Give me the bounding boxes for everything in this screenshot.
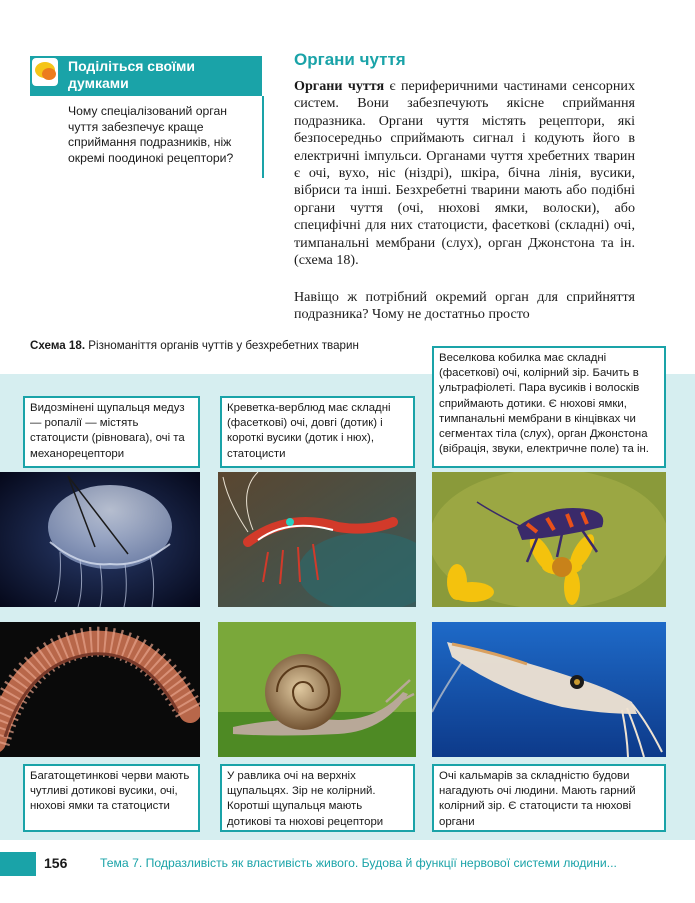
caption-snail: У равлика очі на верхніх щупальцях. Зір не колірний. Коротші щупальця мають дотикові та нюхові рецептори <box>220 764 415 832</box>
grasshopper-photo <box>432 472 666 607</box>
section-paragraph-1 <box>294 78 635 269</box>
schema-label: Схема 18. <box>30 339 86 352</box>
caption-grasshopper: Веселкова кобилка має складні (фасеткові) очі, колірний зір. Бачить в ультрафіолеті. Пара вусиків і волосків сприймають дотики. Є нюхові ямки, тимпанальні мембрани в кінцівках чи сегментах тіла (слух), орган Джонстона (вібрація, звуки, електричне поле) та ін. <box>432 346 666 468</box>
sidebar-divider <box>262 96 264 178</box>
caption-squid: Очі кальмарів за складністю будови нагадують очі людини. Мають гарний колірний зір. Є статоцисти та нюхові органи <box>432 764 666 832</box>
share-thoughts-title: Поділіться своїми думками <box>68 58 195 91</box>
jellyfish-photo <box>0 472 200 607</box>
paragraph-1-body: є периферичними частинами сенсорних систем. Вони забезпечують якісне сприймання подразника. Органи чуття містять рецептори, які безпосередньо сприймають сигнал і кодують його в електричні імпульси. Органами чуття хребетних тварин є очі, вухо, ніс (ніздрі), шкіра, бічна лінія, вусики, вібриси та інші. Безхребетні тварини мають або подібні органи чуття (очі, нюхові ямки, волоски), або специфічні для них статоцисти, фасеткові (складні) очі, тимпанальні мембрани (слух), орган Джонстона та ін. (схема 18). <box>294 78 635 269</box>
squid-photo <box>432 622 666 757</box>
footer-topic: Тема 7. Подразливість як властивість живого. Будова й функції нервової системи людини... <box>100 856 617 870</box>
section-paragraph-2: Навіщо ж потрібний окремий орган для сприйняття подразника? Чому не достатньо просто <box>294 289 635 323</box>
worm-photo <box>0 622 200 757</box>
lead-term: Органи чуття <box>294 78 385 94</box>
section-title: Органи чуття <box>294 50 406 69</box>
speech-bubble-icon <box>30 56 60 88</box>
page-number: 156 <box>44 855 68 871</box>
caption-shrimp: Креветка-верблюд має складні (фасеткові) очі, довгі (дотик) і короткі вусики (дотик і нюх), статоцисти <box>220 396 415 468</box>
schema-caption-text: Різноманіття органів чуттів у безхребетних тварин <box>85 339 359 352</box>
share-thoughts-question: Чому спеціалізований орган чуття забезпечує краще сприймання подразників, ніж окремі поодинокі рецептори? <box>68 104 234 165</box>
footer-accent-bar <box>0 852 36 876</box>
caption-jellyfish: Видозмінені щупальця медуз — ропалії — містять статоцисти (рівновага), очі та механорецептори <box>23 396 200 468</box>
caption-worm: Багатощетинкові черви мають чутливі дотикові вусики, очі, нюхові ямки та статоцисти <box>23 764 200 832</box>
schema-caption <box>30 339 370 354</box>
shrimp-photo <box>218 472 416 607</box>
snail-photo <box>218 622 416 757</box>
